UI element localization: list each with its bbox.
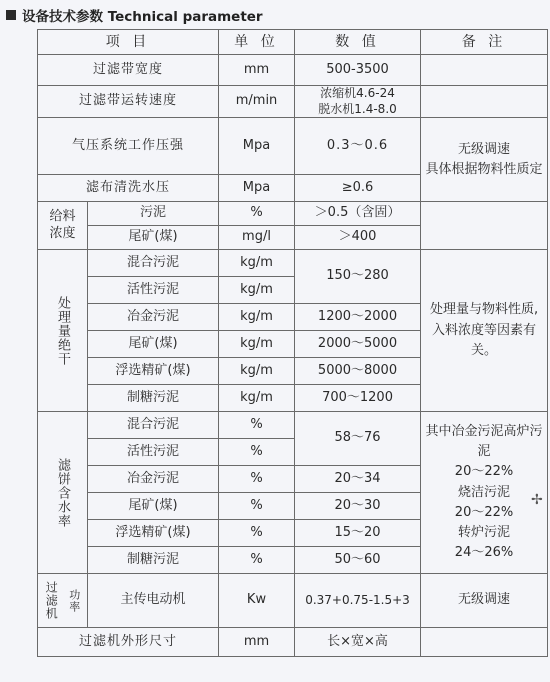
value-cell: 0.3～0.6 [295,118,421,175]
unit-cell: Mpa [219,118,295,175]
item-cell: 活性污泥 [88,277,219,304]
group-label: 滤饼含水率 [55,457,70,528]
unit-cell: mm [219,55,295,86]
unit-cell: kg/m [219,277,295,304]
value-cell: 500-3500 [295,55,421,86]
unit-cell: % [219,412,295,439]
table-row [38,250,548,277]
item-cell: 过滤带运转速度 [38,86,219,118]
value-cell: 700～1200 [295,385,421,412]
item-cell: 冶金污泥 [88,304,219,331]
item-cell: 制糖污泥 [88,547,219,574]
header-value: 数 值 [295,30,421,55]
item-cell: 气压系统工作压强 [38,118,219,175]
unit-cell: Kw [219,574,295,628]
item-cell: 混合污泥 [88,250,219,277]
value-cell: 20～34 [295,466,421,493]
group-label: 处理量绝干 [55,295,70,366]
item-cell: 滤布清洗水压 [38,175,219,202]
item-cell: 制糖污泥 [88,385,219,412]
value-cell: 150～280 [295,250,421,304]
remark-cell [421,628,548,657]
unit-cell: kg/m [219,250,295,277]
value-cell: ＞0.5（含固） [295,202,421,226]
item-cell: 尾矿(煤) [88,226,219,250]
group-line: 浓度 [49,225,76,241]
unit-cell: % [219,439,295,466]
unit-cell: kg/m [219,331,295,358]
group-cell-capacity [38,250,88,412]
unit-cell: kg/m [219,358,295,385]
value-cell: 长×宽×高 [295,628,421,657]
item-cell: 尾矿(煤) [88,331,219,358]
remark-cell [421,250,548,412]
item-cell: 冶金污泥 [88,466,219,493]
item-cell: 混合污泥 [88,412,219,439]
item-cell: 主传电动机 [88,574,219,628]
unit-cell: % [219,547,295,574]
technical-parameter-table [37,29,548,657]
remark-line: 处理量与物料性质, [429,302,539,318]
value-cell: 1200～2000 [295,304,421,331]
remark-line: 20～22% [454,464,514,480]
unit-cell: m/min [219,86,295,118]
table-row [38,118,548,175]
value-cell [295,86,421,118]
value-line: 浓缩机4.6-24 [320,86,395,100]
remark-cell [421,55,548,86]
remark-line: 入料浓度等因素有关。 [432,322,537,358]
table-row [38,574,548,628]
unit-cell: Mpa [219,175,295,202]
item-cell: 过滤带宽度 [38,55,219,86]
unit-cell: % [219,202,295,226]
value-cell: 0.37+0.75-1.5+3 [295,574,421,628]
item-cell: 浮选精矿(煤) [88,358,219,385]
unit-cell: mm [219,628,295,657]
value-cell: ≥0.6 [295,175,421,202]
unit-cell: mg/l [219,226,295,250]
value-cell: 20～30 [295,493,421,520]
scribble-mark-icon: ✢ [531,492,543,508]
unit-cell: % [219,466,295,493]
group-label: 过滤机 [44,581,59,621]
value-cell: 2000～5000 [295,331,421,358]
table-header-row [38,30,548,55]
remark-line: 烧洁污泥 [458,484,511,500]
remark-cell [421,118,548,202]
value-cell: 15～20 [295,520,421,547]
value-line: 脱水机1.4-8.0 [318,101,397,116]
remark-line: 无级调速 [458,141,511,157]
unit-cell: % [219,493,295,520]
remark-cell [421,202,548,250]
item-cell: 尾矿(煤) [88,493,219,520]
item-cell: 过滤机外形尺寸 [38,628,219,657]
value-cell: 58～76 [295,412,421,466]
remark-cell [421,412,548,574]
remark-line: 24～26% [454,545,514,561]
header-unit: 单 位 [219,30,295,55]
remark-line: 20～22% [454,504,514,520]
section-header [6,4,263,26]
section-title: 设备技术参数 Technical parameter [22,9,263,25]
value-cell: 50～60 [295,547,421,574]
remark-line: 转炉污泥 [458,524,511,540]
item-cell: 浮选精矿(煤) [88,520,219,547]
square-bullet-icon [6,10,16,20]
table-row [38,86,548,118]
item-cell: 活性污泥 [88,439,219,466]
unit-cell: % [219,520,295,547]
header-item: 项 目 [38,30,219,55]
group-line: 给料 [49,208,76,224]
table-row [38,412,548,439]
unit-cell: kg/m [219,304,295,331]
table-row [38,628,548,657]
group-cell-feed [38,202,88,250]
item-cell: 污泥 [88,202,219,226]
table-row [38,55,548,86]
group-cell-power [38,574,88,628]
value-cell: 5000～8000 [295,358,421,385]
group-cell-moisture [38,412,88,574]
value-cell: ＞400 [295,226,421,250]
remark-line: 具体根据物料性质定 [425,161,543,177]
header-remark: 备 注 [421,30,548,55]
remark-cell: 无级调速 [421,574,548,628]
remark-cell [421,86,548,118]
table-row [38,202,548,226]
unit-cell: kg/m [219,385,295,412]
group-sub-label: 功率 [67,588,81,613]
remark-line: 其中冶金污泥高炉污泥 [425,424,543,460]
